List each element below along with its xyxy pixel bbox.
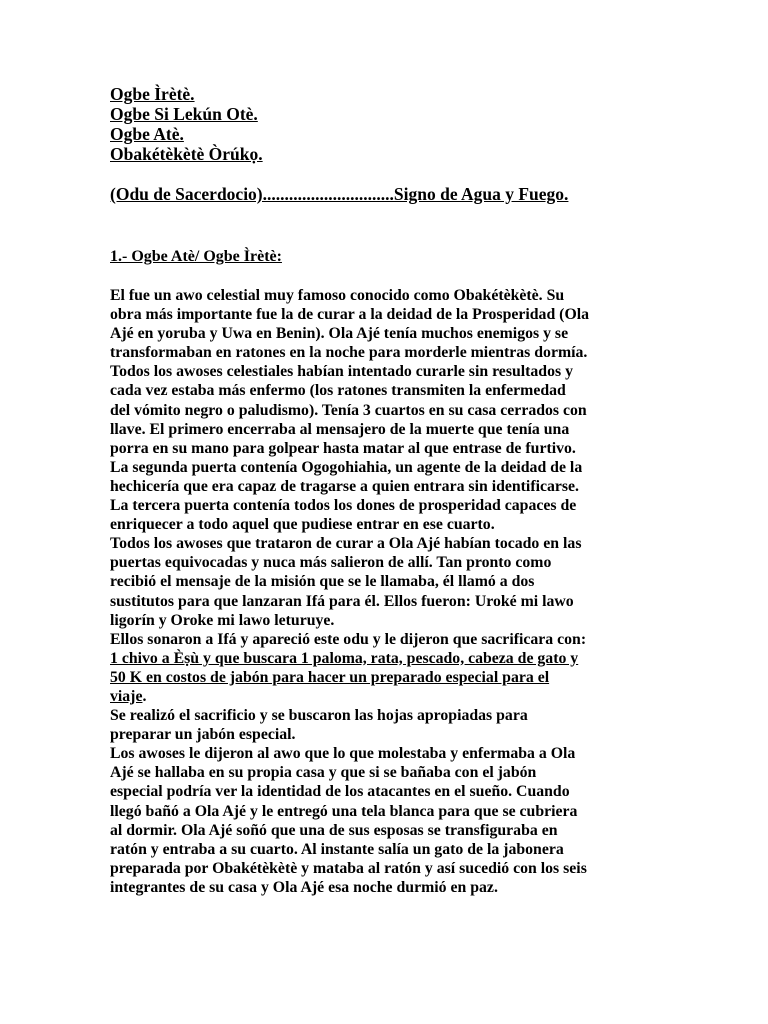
- body-line: llave. El primero encerraba al mensajero de la muerte que tenía una: [110, 420, 570, 438]
- odu-subtitle: (Odu de Sacerdocio)..............................Signo de Agua y Fuego.: [110, 184, 569, 204]
- body-line: Ajé en yoruba y Uwa en Benin). Ola Ajé tenía muchos enemigos y se: [110, 325, 569, 343]
- sacrifice-end-underlined: viaje: [110, 687, 143, 705]
- body-line: al dormir. Ola Ajé soñó que una de sus esposas se transfiguraba en: [110, 821, 558, 839]
- body-line: preparada por Obakétèkètè y mataba al ratón y así sucedió con los seis: [110, 859, 587, 877]
- body-line: ligorín y Oroke mi lawo leturuye.: [110, 611, 335, 629]
- title-line-3: Ogbe Atè.: [110, 124, 184, 144]
- body-line: cada vez estaba más enfermo (los ratones transmiten la enfermedad: [110, 382, 566, 400]
- title-line-2: Ogbe Si Lekún Otè.: [110, 104, 258, 124]
- title-line-1: Ogbe Ìrètè.: [110, 84, 195, 104]
- body-line: sustitutos para que lanzaran Ifá para él. Ellos fueron: Uroké mi lawo: [110, 592, 574, 610]
- document-page: [110, 84, 670, 897]
- body-line: Los awoses le dijeron al awo que lo que molestaba y enfermaba a Ola: [110, 745, 576, 763]
- sacrifice-line-underlined: 1 chivo a Èṣù y que buscara 1 paloma, rata, pescado, cabeza de gato y: [110, 649, 579, 667]
- body-line: Todos los awoses que trataron de curar a Ola Ajé habían tocado en las: [110, 535, 582, 553]
- title-block: [110, 84, 670, 164]
- body-line: Se realizó el sacrificio y se buscaron las hojas apropiadas para: [110, 707, 528, 725]
- body-line: llegó bañó a Ola Ajé y le entregó una tela blanca para que se cubriera: [110, 802, 578, 820]
- sacrifice-end-period: .: [142, 687, 147, 705]
- body-line: del vómito negro o paludismo). Tenía 3 cuartos en su casa cerrados con: [110, 401, 587, 419]
- body-line: transformaban en ratones en la noche para morderle mientras dormía.: [110, 344, 588, 362]
- body-line: El fue un awo celestial muy famoso conocido como Obakétèkètè. Su: [110, 287, 565, 304]
- body-line: Ellos sonaron a Ifá y apareció este odu y le dijeron que sacrificara con:: [110, 630, 587, 648]
- body-line: preparar un jabón especial.: [110, 726, 296, 744]
- body-line: especial podría ver la identidad de los atacantes en el sueño. Cuando: [110, 783, 570, 801]
- body-line: hechicería que era capaz de tragarse a quien entrara sin identificarse.: [110, 477, 579, 495]
- body-line: integrantes de su casa y Ola Ajé esa noche durmió en paz.: [110, 878, 498, 896]
- section-heading: 1.- Ogbe Atè/ Ogbe Ìrètè:: [110, 248, 282, 265]
- body-line: porra en su mano para golpear hasta matar al que entrase de furtivo.: [110, 439, 576, 457]
- body-line: La tercera puerta contenía todos los dones de prosperidad capaces de: [110, 497, 577, 515]
- title-line-4: Obakétèkètè Òrúkọ.: [110, 144, 263, 164]
- sacrifice-line-end: [110, 687, 670, 706]
- body-line: obra más importante fue la de curar a la deidad de la Prosperidad (Ola: [110, 306, 590, 324]
- body-line: ratón y entraba a su cuarto. Al instante salía un gato de la jabonera: [110, 840, 564, 858]
- sacrifice-line-underlined: 50 K en costos de jabón para hacer un preparado especial para el: [110, 668, 550, 686]
- body-line: Todos los awoses celestiales habían intentado curarle sin resultados y: [110, 363, 573, 381]
- body-line: La segunda puerta contenía Ogogohiahia, un agente de la deidad de la: [110, 458, 583, 476]
- body-line: recibió el mensaje de la misión que se le llamaba, él llamó a dos: [110, 573, 535, 591]
- body-line: enriquecer a todo aquel que pudiese entrar en ese cuarto.: [110, 516, 495, 534]
- body-line: puertas equivocadas y nuca más salieron de allí. Tan pronto como: [110, 554, 552, 572]
- body-line: Ajé se hallaba en su propia casa y que si se bañaba con el jabón: [110, 764, 537, 782]
- body-paragraph: [110, 286, 670, 897]
